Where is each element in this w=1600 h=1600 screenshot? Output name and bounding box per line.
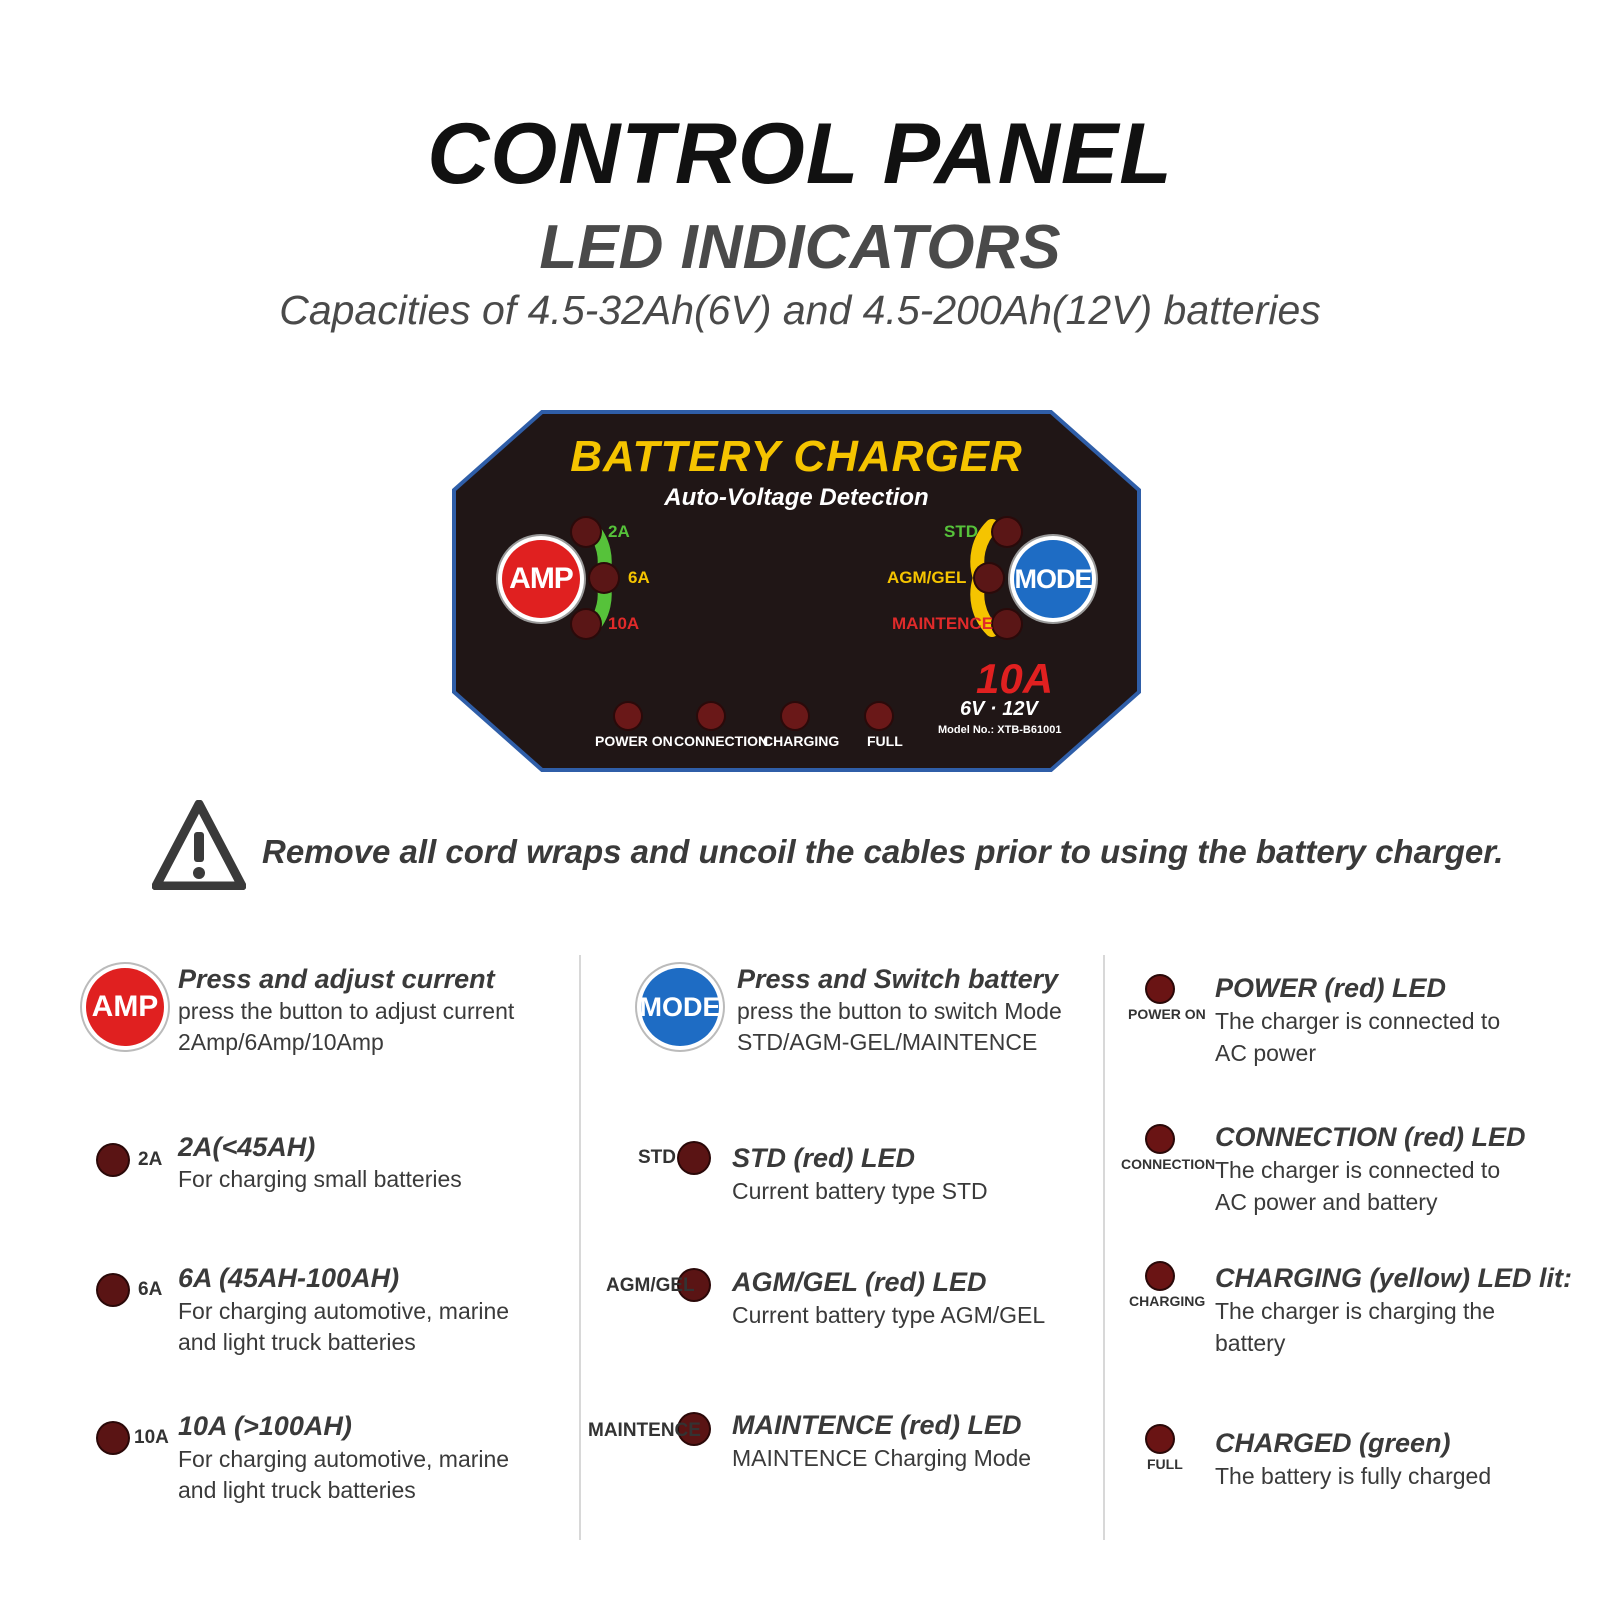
led-label-6a: 6A (628, 568, 650, 587)
control-panel (452, 410, 1141, 772)
item-10a-heading: 10A (>100AH) (178, 1411, 352, 1441)
item-agm-gel-line-1: Current battery type AGM/GEL (732, 1302, 1046, 1328)
led-2a-legend (98, 1145, 128, 1175)
item-power-heading: POWER (red) LED (1215, 973, 1447, 1003)
led-10a-legend-label: 10A (134, 1427, 169, 1448)
item-power-line-1: The charger is connected to (1215, 1008, 1501, 1034)
led-maintence (993, 610, 1021, 638)
item-charging-heading: CHARGING (yellow) LED lit: (1215, 1263, 1572, 1293)
page-title: CONTROL PANEL (427, 106, 1173, 202)
led-full (866, 703, 892, 729)
item-6a-line-2: and light truck batteries (178, 1329, 416, 1355)
led-connection-legend-label: CONNECTION (1121, 1156, 1216, 1172)
item-connection-line-1: The charger is connected to (1215, 1157, 1501, 1183)
item-maintence-line-1: MAINTENCE Charging Mode (732, 1445, 1032, 1471)
led-2a-legend-label: 2A (138, 1149, 163, 1170)
panel-voltage: 6V · 12V (960, 698, 1038, 720)
led-label-10a: 10A (608, 614, 640, 633)
led-label-maintence: MAINTENCE (892, 614, 994, 633)
led-std (993, 518, 1021, 546)
item-2a-line-1: For charging small batteries (178, 1166, 462, 1192)
led-maintence-legend-label: MAINTENCE (588, 1420, 701, 1441)
led-full-legend (1147, 1426, 1173, 1452)
panel-subtitle: Auto-Voltage Detection (664, 484, 929, 511)
led-label-std: STD (944, 522, 978, 541)
led-2a (572, 518, 600, 546)
panel-rating: 10A (976, 655, 1054, 702)
panel-title: BATTERY CHARGER (570, 432, 1023, 481)
led-agm-gel (975, 564, 1003, 592)
amp-heading: Press and adjust current (178, 964, 495, 994)
page-subtitle: LED INDICATORS (539, 213, 1061, 282)
item-2a-heading: 2A(<45AH) (178, 1132, 316, 1162)
led-agm-gel-legend-label: AGM/GEL (606, 1275, 695, 1296)
item-6a-line-1: For charging automotive, marine (178, 1298, 510, 1324)
panel-model-number: Model No.: XTB-B61001 (938, 724, 1062, 736)
led-full-legend-label: FULL (1147, 1456, 1183, 1472)
led-label-charging: CHARGING (763, 733, 840, 749)
led-charging-legend-label: CHARGING (1129, 1293, 1206, 1309)
led-label-2a: 2A (608, 522, 630, 541)
item-std-line-1: Current battery type STD (732, 1178, 988, 1204)
capacities-text: Capacities of 4.5-32Ah(6V) and 4.5-200Ah(12V) batteries (279, 287, 1321, 333)
led-label-agm-gel: AGM/GEL (887, 568, 967, 587)
led-connection-legend (1147, 1126, 1173, 1152)
amp-desc-line-1: press the button to adjust current (178, 998, 515, 1024)
amp-button[interactable]: AMP (502, 540, 580, 618)
column-divider-1 (579, 955, 581, 1540)
warning-triangle-icon (152, 800, 246, 890)
column-divider-2 (1103, 955, 1105, 1540)
amp-button-legend: AMP (86, 968, 164, 1046)
mode-button-legend: MODE (641, 968, 719, 1046)
led-label-connection: CONNECTION (674, 733, 769, 749)
mode-button[interactable]: MODE (1014, 540, 1092, 618)
item-maintence-heading: MAINTENCE (red) LED (732, 1410, 1022, 1440)
led-power-on-legend (1147, 976, 1173, 1002)
led-6a-legend-label: 6A (138, 1279, 163, 1300)
led-6a (590, 564, 618, 592)
mode-heading: Press and Switch battery (737, 964, 1059, 994)
warning-text: Remove all cord wraps and uncoil the cables prior to using the battery charger. (262, 833, 1504, 870)
led-power-on-legend-label: POWER ON (1128, 1006, 1206, 1022)
led-std-legend (679, 1143, 709, 1173)
amp-desc-line-2: 2Amp/6Amp/10Amp (178, 1029, 384, 1055)
led-charging (782, 703, 808, 729)
item-full-heading: CHARGED (green) (1215, 1428, 1451, 1458)
item-6a-heading: 6A (45AH-100AH) (178, 1263, 400, 1293)
item-power-line-2: AC power (1215, 1040, 1316, 1066)
item-connection-line-2: AC power and battery (1215, 1189, 1438, 1215)
led-10a-legend (98, 1423, 128, 1453)
mode-desc-line-1: press the button to switch Mode (737, 998, 1062, 1024)
led-charging-legend (1147, 1263, 1173, 1289)
led-label-power-on: POWER ON (595, 733, 673, 749)
item-10a-line-1: For charging automotive, marine (178, 1446, 510, 1472)
led-label-full: FULL (867, 733, 903, 749)
led-std-legend-label: STD (638, 1147, 676, 1168)
led-6a-legend (98, 1275, 128, 1305)
led-10a (572, 610, 600, 638)
item-charging-line-2: battery (1215, 1330, 1286, 1356)
item-agm-gel-heading: AGM/GEL (red) LED (732, 1267, 987, 1297)
item-std-heading: STD (red) LED (732, 1143, 916, 1173)
led-connection (698, 703, 724, 729)
led-power-on (615, 703, 641, 729)
item-10a-line-2: and light truck batteries (178, 1477, 416, 1503)
mode-desc-line-2: STD/AGM-GEL/MAINTENCE (737, 1029, 1038, 1055)
item-connection-heading: CONNECTION (red) LED (1215, 1122, 1526, 1152)
item-full-line-1: The battery is fully charged (1215, 1463, 1492, 1489)
item-charging-line-1: The charger is charging the (1215, 1298, 1495, 1324)
